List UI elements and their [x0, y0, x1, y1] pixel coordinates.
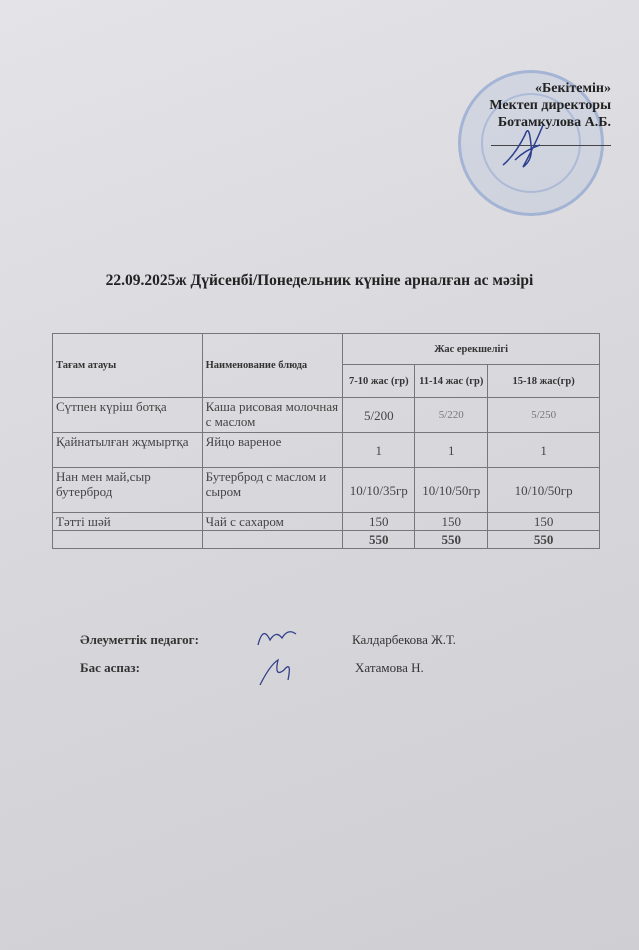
portion: 150 [488, 513, 600, 531]
table-row [53, 513, 600, 531]
approval-position: Мектеп директоры [489, 98, 611, 113]
portion: 10/10/35гр [343, 468, 415, 513]
portion: 5/220 [415, 398, 488, 433]
table-row [53, 398, 600, 433]
portion: 150 [415, 513, 488, 531]
signer-role: Бас аспаз: [80, 660, 140, 675]
portion: 1 [415, 433, 488, 468]
signer-name: Хатамова Н. [355, 660, 424, 675]
header-kz-name: Тағам атауы [53, 334, 203, 398]
total: 550 [415, 531, 488, 549]
dish-kz: Сүтпен күріш ботқа [53, 398, 203, 433]
dish-ru: Бутерброд с маслом и сыром [202, 468, 343, 513]
menu-table [52, 333, 600, 549]
table-row [53, 468, 600, 513]
header-age-7-10: 7-10 жас (гр) [343, 365, 415, 398]
portion: 150 [343, 513, 415, 531]
dish-kz: Тәтті шәй [53, 513, 203, 531]
total: 550 [488, 531, 600, 549]
header-age-group: Жас ерекшелігі [343, 334, 600, 365]
portion: 10/10/50гр [488, 468, 600, 513]
staff-signatures [248, 620, 308, 690]
page-title: 22.09.2025ж Дүйсенбі/Понедельник күніне арналған ас мәзірі [105, 272, 534, 289]
header-age-11-14: 11-14 жас (гр) [415, 365, 488, 398]
totals-row [53, 531, 600, 549]
header-age-15-18: 15-18 жас(гр) [488, 365, 600, 398]
total: 550 [343, 531, 415, 549]
portion: 1 [488, 433, 600, 468]
portion: 5/250 [488, 398, 600, 433]
signer-name: Калдарбекова Ж.Т. [352, 632, 456, 647]
portion: 10/10/50гр [415, 468, 488, 513]
header-ru-name: Наименование блюда [202, 334, 343, 398]
dish-kz: Қайнатылған жұмыртқа [53, 433, 203, 468]
dish-ru: Яйцо вареное [202, 433, 343, 468]
dish-ru: Чай с сахаром [202, 513, 343, 531]
approval-name: Ботамкулова А.Б. [497, 115, 611, 130]
dish-kz: Нан мен май,сыр бутерброд [53, 468, 203, 513]
director-signature [495, 115, 555, 175]
signer-role: Әлеуметтік педагог: [80, 632, 199, 647]
dish-ru: Каша рисовая молочная с маслом [202, 398, 343, 433]
portion: 5/200 [343, 398, 415, 433]
approval-label: «Бекітемін» [534, 81, 611, 96]
table-row [53, 433, 600, 468]
portion: 1 [343, 433, 415, 468]
